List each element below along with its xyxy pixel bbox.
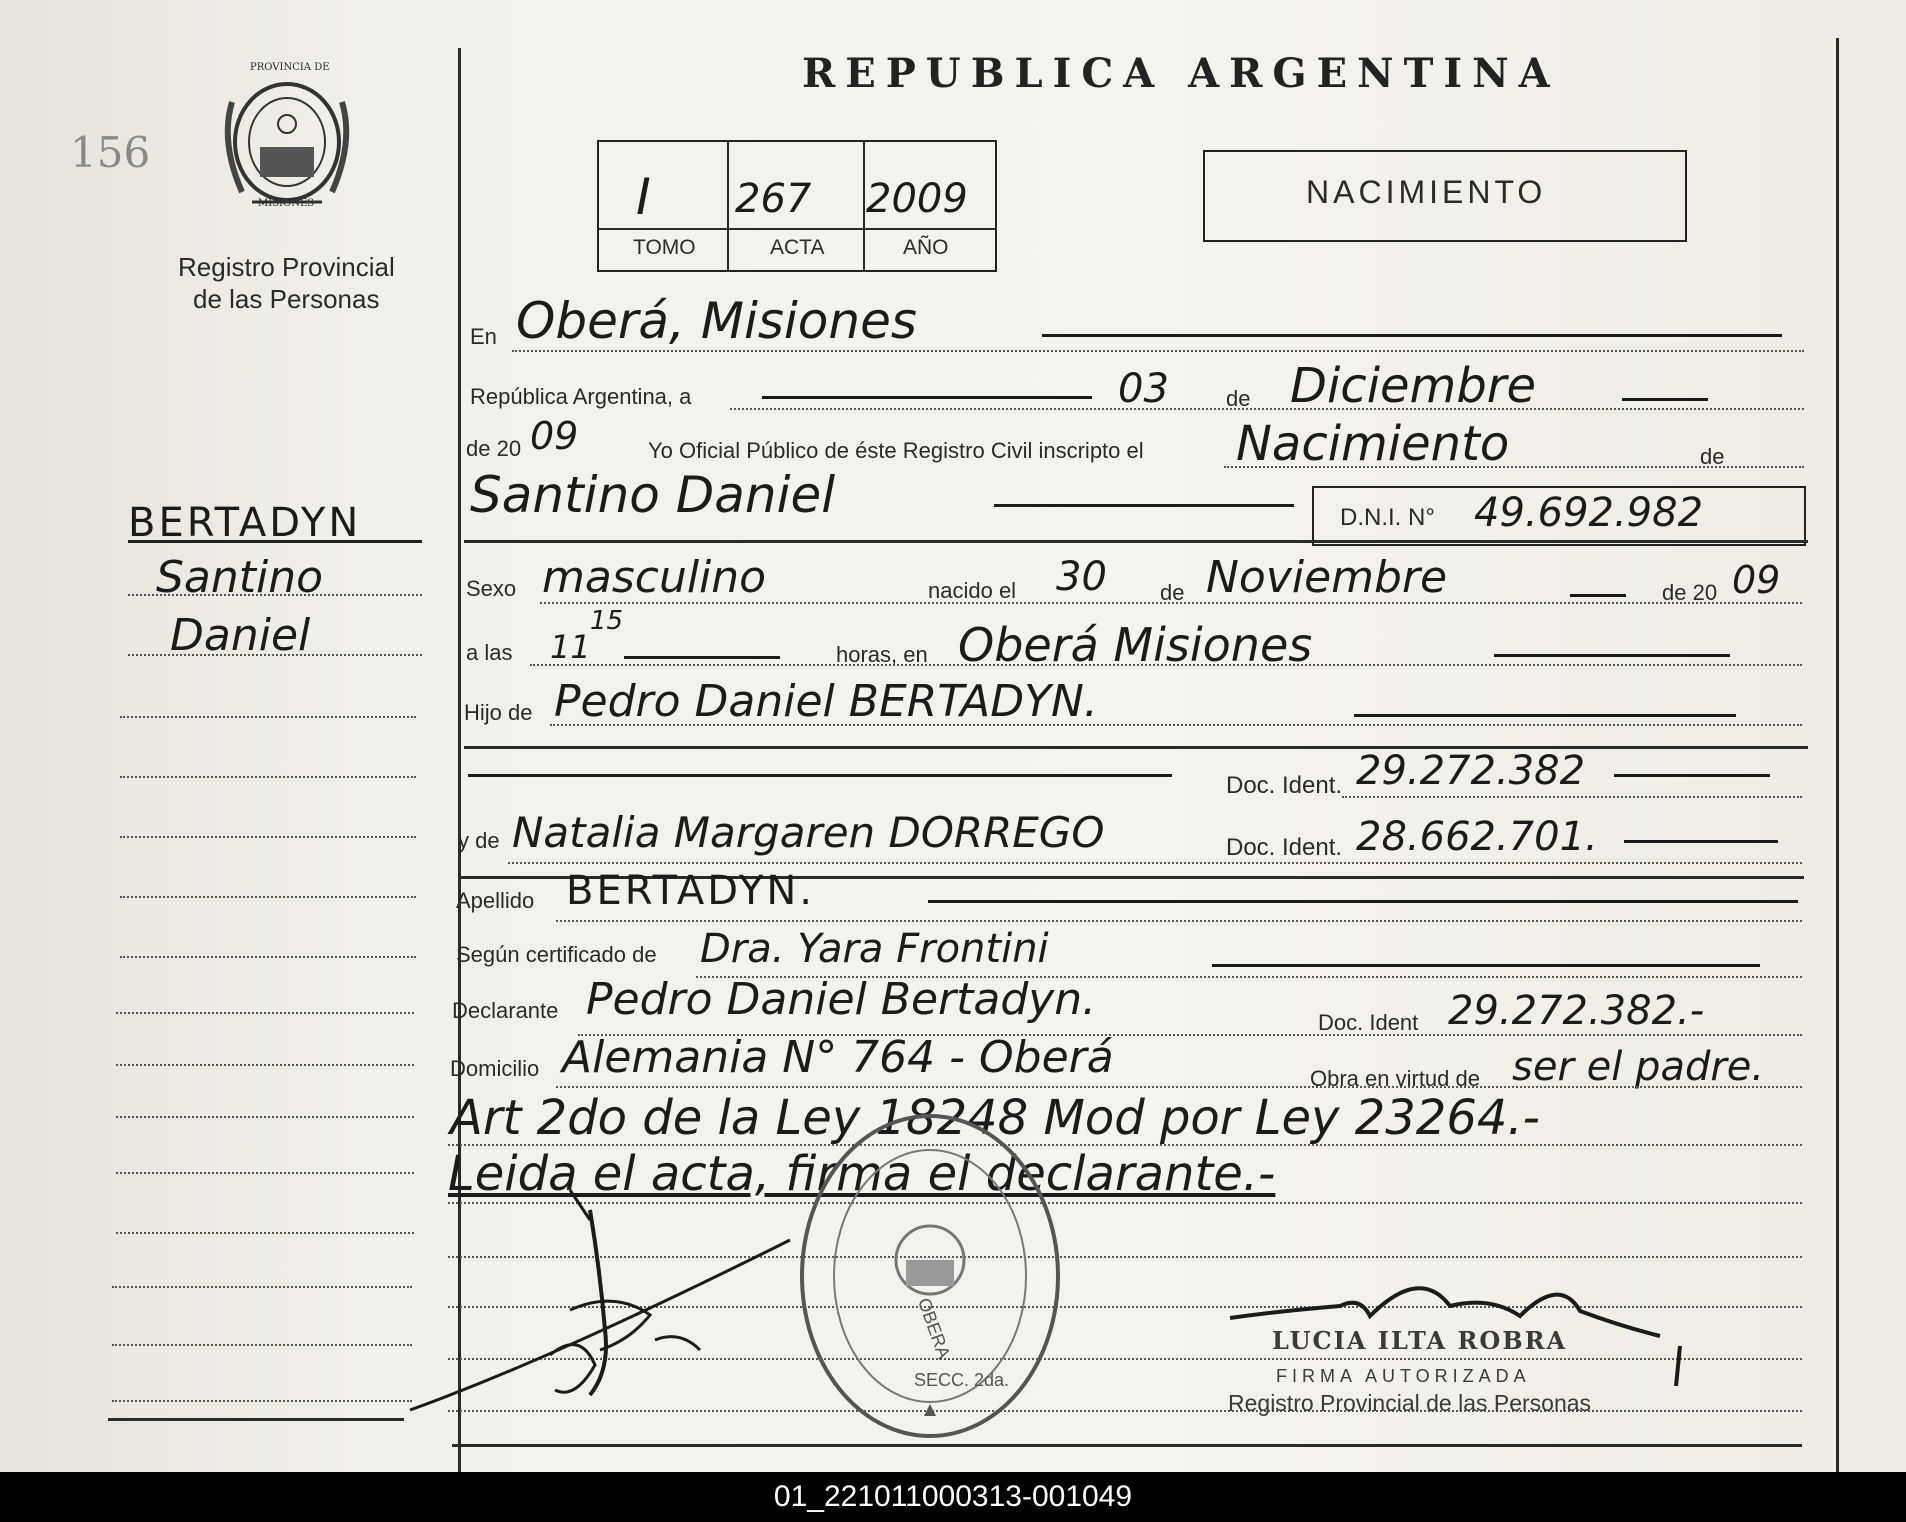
father-doc-dash-right: [1614, 774, 1770, 777]
certificado-dash: [1212, 964, 1760, 967]
mother-doc-label: Doc. Ident.: [1226, 834, 1343, 861]
birth-place: Oberá Misiones: [958, 618, 1313, 672]
apellido-value: BERTADYN.: [566, 868, 815, 914]
note-line-2: Leida el acta, firma el declarante.-: [448, 1146, 1276, 1202]
sexo-label: Sexo: [466, 576, 517, 601]
seal-text-bottom: MISIONES: [258, 198, 315, 209]
registry-name-line2: de las Personas: [193, 284, 380, 314]
domicilio-line: [556, 1086, 1802, 1088]
apellido-label: Apellido: [456, 888, 535, 913]
declarante-doc: 29.272.382.-: [1448, 988, 1705, 1034]
tomo-value: I: [636, 168, 651, 226]
oficial-text: Yo Oficial Público de éste Registro Civil inscripto el: [648, 438, 1144, 463]
margin-line: [120, 836, 416, 838]
en-label: En: [470, 324, 497, 349]
y-de-label: y de: [458, 828, 500, 853]
year-prefix: de 20: [466, 436, 522, 461]
record-box-divider-1: [727, 140, 729, 270]
birth-month: Noviembre: [1206, 552, 1448, 603]
obra-label: Obra en virtud de: [1310, 1066, 1480, 1091]
tomo-label: TOMO: [633, 236, 696, 259]
mother-doc: 28.662.701.: [1356, 814, 1598, 860]
left-bottom-rule: [108, 1418, 404, 1421]
domicilio-label: Domicilio: [450, 1056, 540, 1081]
stamp-sub-text: SECC. 2da.: [914, 1370, 1010, 1390]
month-value: Diciembre: [1290, 358, 1537, 414]
oval-stamp: [794, 1108, 1066, 1444]
father-dash: [1354, 714, 1736, 717]
minutes-value: 15: [590, 606, 624, 636]
place-value: Oberá, Misiones: [516, 292, 917, 350]
declarante-value: Pedro Daniel Bertadyn.: [586, 974, 1097, 1025]
declarant-signature: [400, 1180, 800, 1430]
declarante-doc-label: Doc. Ident: [1318, 1010, 1419, 1035]
father-doc-dash-left: [468, 774, 1172, 777]
father-row-rule: [464, 746, 1808, 749]
hour-value: 11: [550, 628, 591, 666]
obra-value: ser el padre.: [1512, 1044, 1765, 1090]
margin-line: [120, 896, 416, 898]
margin-line: [112, 1400, 412, 1402]
margin-line: [112, 1286, 412, 1288]
margin-line: [116, 1116, 414, 1118]
year-suffix: 09: [530, 414, 579, 458]
official-name: LUCIA ILTA ROBRA: [1272, 1326, 1568, 1355]
margin-first-name: Santino: [156, 552, 324, 603]
date-line: [730, 408, 1804, 410]
hijo-label: Hijo de: [464, 700, 533, 725]
bottom-rule: [452, 1444, 1802, 1447]
seal-text-top: PROVINCIA DE: [250, 62, 330, 73]
apellido-dash: [928, 900, 1798, 903]
republica-label: República Argentina, a: [470, 384, 692, 409]
margin-line: [116, 1232, 414, 1234]
margin-line: [128, 654, 422, 656]
hour-dash: [624, 656, 780, 659]
mother-name: Natalia Margaren DORREGO: [512, 808, 1105, 857]
day-value: 03: [1118, 366, 1169, 412]
record-type: NACIMIENTO: [1306, 174, 1547, 210]
place-line: [512, 350, 1804, 352]
margin-line: [112, 1344, 412, 1346]
sexo-line: [540, 602, 1802, 604]
margin-line: [116, 1012, 414, 1014]
father-doc: 29.272.382: [1356, 748, 1586, 794]
acta-label: ACTA: [770, 236, 825, 259]
image-code-footer: 01_221011000313-001049: [0, 1472, 1906, 1522]
birth-place-dash: [1494, 654, 1730, 657]
margin-line: [120, 776, 416, 778]
birth-year-suffix: 09: [1732, 558, 1781, 602]
mother-line: [508, 862, 1802, 864]
a-las-label: a las: [466, 640, 513, 665]
certificado-label: Según certificado de: [456, 942, 657, 967]
father-line: [550, 724, 1802, 726]
event-value: Nacimiento: [1236, 416, 1510, 472]
child-name-dash: [994, 504, 1294, 507]
birth-year-prefix: de 20: [1662, 580, 1718, 605]
birth-month-de: de: [1160, 580, 1185, 605]
birth-day: 30: [1056, 554, 1107, 600]
father-name: Pedro Daniel BERTADYN.: [554, 676, 1098, 727]
margin-line: [116, 1172, 414, 1174]
record-box-divider-2: [863, 140, 865, 270]
hour-line: [530, 664, 1802, 666]
official-registry: Registro Provincial de las Personas: [1228, 1390, 1592, 1416]
official-role: FIRMA AUTORIZADA: [1276, 1366, 1531, 1386]
anio-value: 2009: [866, 176, 968, 222]
country-title: REPUBLICA ARGENTINA: [802, 50, 1560, 97]
place-dash: [1042, 334, 1782, 337]
margin-line: [120, 716, 416, 718]
father-doc-line: [1342, 796, 1802, 798]
dni-value: 49.692.982: [1474, 490, 1704, 536]
declarante-label: Declarante: [452, 998, 559, 1023]
event-line: [1224, 466, 1804, 468]
child-name: Santino Daniel: [470, 466, 836, 524]
dni-label: D.N.I. N°: [1340, 504, 1435, 531]
page-number: 156: [70, 128, 151, 177]
margin-line: [116, 1064, 414, 1066]
horas-label: horas, en: [836, 642, 928, 667]
event-de-label: de: [1700, 444, 1725, 469]
anio-label: AÑO: [903, 236, 949, 259]
child-row-rule: [464, 540, 1808, 543]
month-de-label: de: [1226, 386, 1251, 411]
record-box-label-rule: [597, 228, 995, 230]
margin-line: [120, 956, 416, 958]
apellido-line: [556, 920, 1802, 922]
month-dash: [1622, 398, 1708, 401]
right-border: [1836, 38, 1839, 1472]
note-line-1: Art 2do de la Ley 18248 Mod por Ley 23264.-: [450, 1090, 1540, 1146]
nacido-label: nacido el: [928, 578, 1017, 603]
registry-name-line1: Registro Provincial: [178, 252, 395, 282]
margin-line: [128, 540, 422, 543]
margin-middle-name: Daniel: [170, 610, 311, 661]
sexo-value: masculino: [542, 552, 767, 603]
stamp-center-text: OBERA: [913, 1295, 955, 1362]
certificado-value: Dra. Yara Frontini: [700, 926, 1049, 972]
acta-value: 267: [735, 176, 812, 222]
mother-doc-dash: [1624, 840, 1778, 843]
father-doc-label: Doc. Ident.: [1226, 772, 1343, 799]
birth-month-dash: [1570, 594, 1626, 597]
margin-surname: BERTADYN: [128, 500, 362, 546]
day-dash: [762, 396, 1092, 399]
domicilio-value: Alemania N° 764 - Oberá: [562, 1032, 1114, 1083]
margin-line: [128, 594, 422, 596]
